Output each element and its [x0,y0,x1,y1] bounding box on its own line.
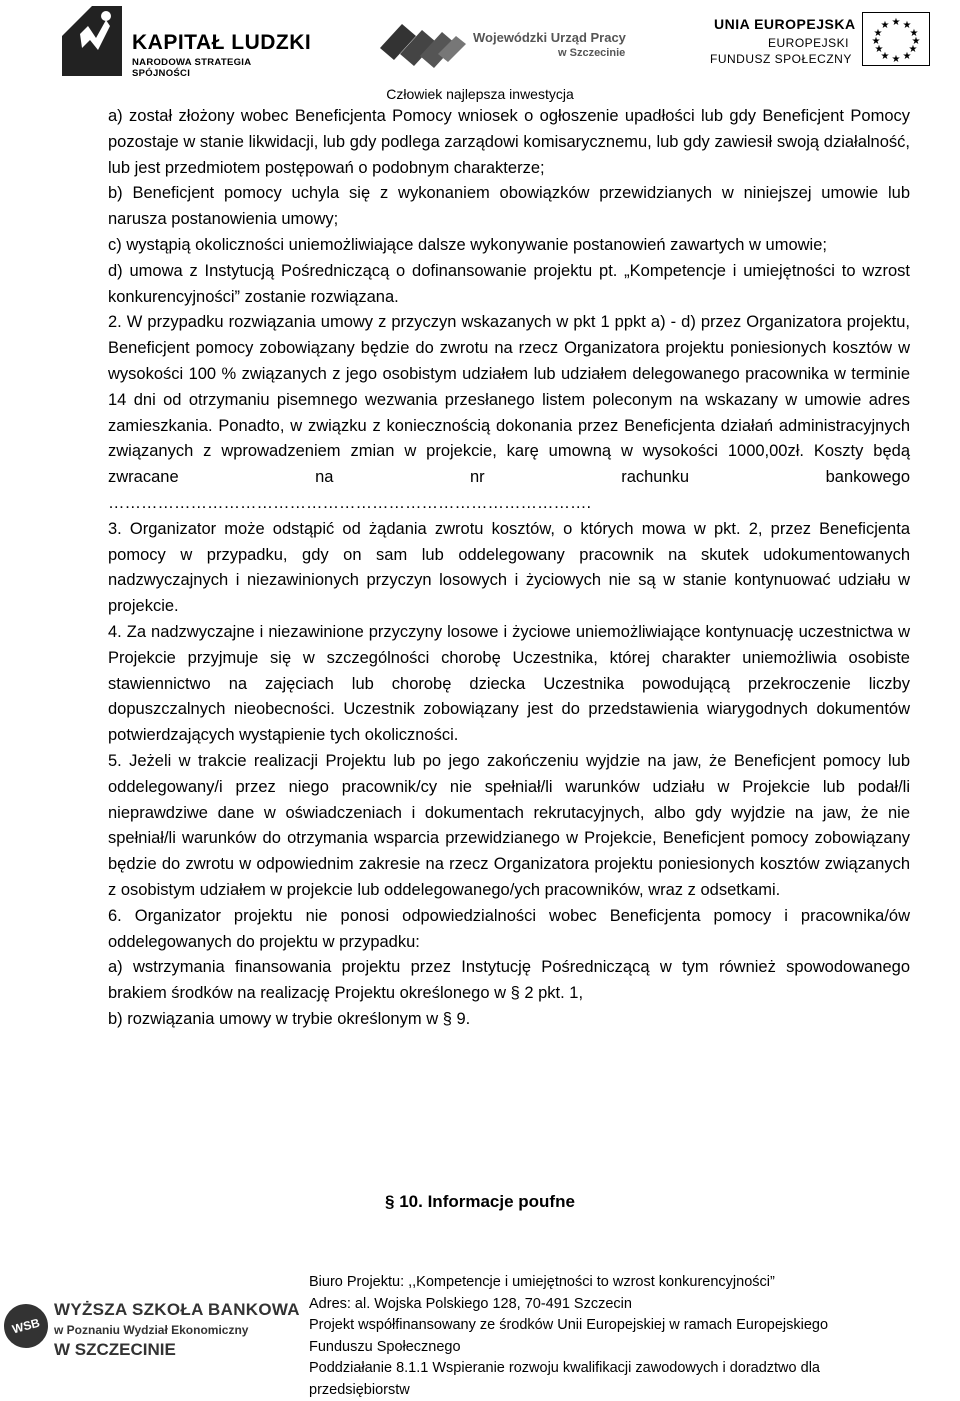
paragraph-6a: a) wstrzymania finansowania projektu przez Instytucję Pośredniczącą w tym również spowodowanego brakiem środków na realizację Projektu określonego w § 2 pkt. 1, [108,958,910,1003]
paragraph-1c: c) wystąpią okoliczności uniemożliwiające dalsze wykonywanie postanowień zawartych w umowie; [108,235,827,254]
paragraph-1a: a) został złożony wobec Beneficjenta Pomocy wniosek o ogłoszenie upadłości lub gdy Beneficjent Pomocy pozostaje w stanie likwidacji, lub gdy podlega zarządowi komisarycznemu, lub gdy zawiesił swoją działalność, lub jest przedmiotem postępowań o podobnym charakterze; [108,107,910,177]
wsb-line3: W SZCZECINIE [54,1340,176,1359]
paragraph-3: 3. Organizator może odstąpić od żądania zwrotu kosztów, o których mowa w pkt. 2, przez Beneficjenta pomocy w przypadku, gdy on sam lub oddelegowany pracownik na skutek udokumentowanych nadzwyczajnych i niezawinionych przyczyn losowych i życiowych nie są w stanie kontynuować udziału w projekcie. [108,519,910,616]
svg-text:★: ★ [873,28,883,39]
svg-text:★: ★ [909,28,919,39]
paragraph-6b: b) rozwiązania umowy w trybie określonym w § 9. [108,1009,471,1028]
footer-line: przedsiębiorstw [309,1381,410,1398]
slogan: Człowiek najlepsza inwestycja [386,86,574,102]
section-title: § 10. Informacje poufne [385,1192,575,1211]
svg-text:★: ★ [902,20,912,31]
header-logo-bar [0,0,960,104]
svg-text:★: ★ [911,36,921,47]
document-body [108,104,910,1033]
svg-text:★: ★ [891,17,901,28]
eu-line1: UNIA EUROPEJSKA [714,16,856,32]
wup-name: Wojewódzki Urząd Pracy [473,30,626,45]
kapital-ludzki-subtitle: NARODOWA STRATEGIA SPÓJNOŚCI [132,57,252,79]
paragraph-2: 2. W przypadku rozwiązania umowy z przyczyn wskazanych w pkt 1 ppkt a) - d) przez Organizatora projektu, Beneficjent pomocy zobowiązany będzie do zwrotu na rzecz Organizatora projektu poniesionych kosztów w wysokości 100 % związanych z jego osobistym udziałem lub udziałem delegowanego pracownika w terminie 14 dni od otrzymaniu pisemnego wezwania przesłanego listem poleconym na wskazany w umowie adres zamieszkania. Ponadto, w związku z koniecznością dokonania przez Beneficjenta działań administracyjnych związanych z wprowadzeniem zmian w projekcie, karę umowną w wysokości 1000,00zł. Koszty będą zwracane na nr rachunku bankowego [108,313,910,487]
footer-project-info [309,1272,929,1401]
kapital-ludzki-emblem-icon [62,6,122,76]
wsb-line2: w Poznaniu Wydział Ekonomiczny [54,1323,249,1337]
kapital-ludzki-logo [62,6,312,79]
wup-city: w Szczecinie [558,47,626,59]
wsb-emblem-icon: WSB [0,1299,53,1353]
footer-line: Funduszu Społecznego [309,1338,461,1355]
wsb-logo [0,1290,300,1380]
paragraph-1d: d) umowa z Instytucją Pośredniczącą o dofinansowanie projektu pt. „Kompetencje i umiejętności to wzrost konkurencyjności” zostanie rozwiązana. [108,261,910,306]
wup-logo [378,14,638,70]
eu-line2: EUROPEJSKI [768,36,850,50]
footer-line: Biuro Projektu: ,,Kompetencje i umiejętności to wzrost konkurencyjności” [309,1274,775,1290]
paragraph-1b: b) Beneficjent pomocy uchyla się z wykonaniem obowiązków przewidzianych w niniejszej umowie lub narusza postanowienia umowy; [108,184,910,229]
wsb-line1: WYŻSZA SZKOŁA BANKOWA [54,1300,300,1319]
svg-text:★: ★ [902,51,912,62]
paragraph-5: 5. Jeżeli w trakcie realizacji Projektu lub po jego zakończeniu wyjdzie na jaw, że Beneficjent pomocy lub oddelegowany/i przez niego pracownik/cy nie spełniał/li warunków udziału w Projekcie lub podał/li nieprawdziwe dane w oświadczeniach i dokumentach rekrutacyjnych, albo gdy wyjdzie na jaw, że nie spełniał/li warunków do otrzymania wsparcia przewidzianego w Projekcie, Beneficjent pomocy zobowiązany będzie do zwrotu w odpowiednim zakresie na rzecz Organizatora projektu poniesionych kosztów związanych z osobistym udziałem w projekcie lub oddelegowanego/ych pracowników, wraz z odsetkami. [108,751,910,899]
svg-text:★: ★ [880,20,890,31]
svg-text:★: ★ [874,44,884,55]
eu-line3: FUNDUSZ SPOŁECZNY [710,52,852,66]
svg-text:★: ★ [871,36,881,47]
footer-line: Adres: al. Wojska Polskiego 128, 70-491 Szczecin [309,1295,632,1312]
svg-text:★: ★ [891,54,901,65]
svg-text:★: ★ [880,51,890,62]
kapital-ludzki-title: KAPITAŁ LUDZKI [132,31,312,54]
eu-flag-icon [862,12,930,66]
wup-emblem-icon [378,14,468,70]
paragraph-6: 6. Organizator projektu nie ponosi odpowiedzialności wobec Beneficjenta pomocy i pracownika/ów oddelegowanych do projektu w przypadku: [108,906,910,951]
footer-line: Poddziałanie 8.1.1 Wspieranie rozwoju kwalifikacji zawodowych i doradztwo dla [309,1360,820,1376]
paragraph-2-account-dots: ……………………………………………………………………………. [108,493,592,512]
svg-text:★: ★ [908,44,918,55]
footer-line: Projekt współfinansowany ze środków Unii Europejskiej w ramach Europejskiego [309,1317,829,1333]
paragraph-4: 4. Za nadzwyczajne i niezawinione przyczyny losowe i życiowe uniemożliwiające kontynuację uczestnictwa w Projekcie przyjmuje się w szczególności chorobę Uczestnika, której charakter uniemożliwia osobiste stawiennictwo na zajęciach lub chorobę dziecka Uczestnika powodującą przekroczenie liczby dopuszczalnych nieobecności. Uczestnik zobowiązany jest do przedstawienia wiarygodnych dokumentów potwierdzających wystąpienie tych okoliczności. [108,622,910,745]
